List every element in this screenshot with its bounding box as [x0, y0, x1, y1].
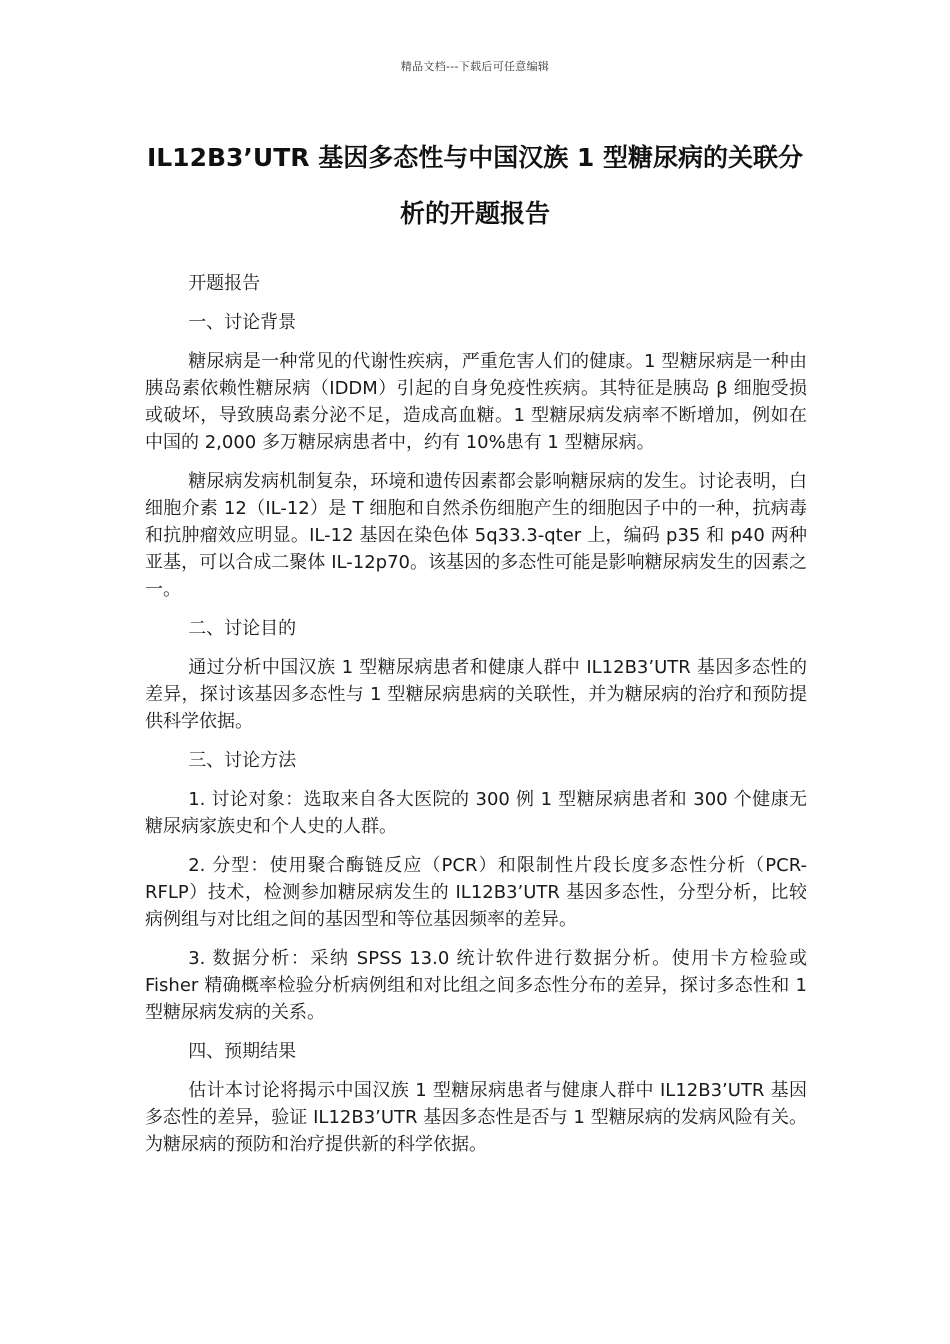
document-body — [145, 270, 807, 1170]
paragraph-background-1: 糖尿病是一种常见的代谢性疾病，严重危害人们的健康。1 型糖尿病是一种由胰岛素依赖性糖尿病（IDDM）引起的自身免疫性疾病。其特征是胰岛 β 细胞受损或破坏，导致胰岛素分泌不足，造成高血糖。1 型糖尿病发病率不断增加，例如在中国的 2,000 多万糖尿病患者中，约有 10%患有 1 型糖尿病。 — [145, 351, 807, 453]
section-heading-expected-results: 四、预期结果 — [188, 1041, 297, 1062]
paragraph-methods-genotyping: 2. 分型：使用聚合酶链反应（PCR）和限制性片段长度多态性分析（PCR-RFLP）技术，检测参加糖尿病发生的 IL12B3’UTR 基因多态性，分型分析，比较病例组与对比组之间的基因型和等位基因频率的差异。 — [145, 855, 807, 930]
paragraph-methods-subjects: 1. 讨论对象：选取来自各大医院的 300 例 1 型糖尿病患者和 300 个健康无糖尿病家族史和个人史的人群。 — [145, 789, 807, 837]
section-heading-methods: 三、讨论方法 — [188, 750, 297, 771]
page-header-note: 精品文档---下载后可任意编辑 — [400, 60, 550, 73]
section-heading-purpose: 二、讨论目的 — [188, 618, 297, 639]
paragraph-expected-results: 估计本讨论将揭示中国汉族 1 型糖尿病患者与健康人群中 IL12B3’UTR 基因多态性的差异，验证 IL12B3’UTR 基因多态性是否与 1 型糖尿病的发病风险有关。为糖尿病的预防和治疗提供新的科学依据。 — [145, 1080, 807, 1155]
document-title: IL12B3’UTR 基因多态性与中国汉族 1 型糖尿病的关联分析的开题报告 — [146, 143, 804, 228]
paragraph-methods-analysis: 3. 数据分析：采纳 SPSS 13.0 统计软件进行数据分析。使用卡方检验或 Fisher 精确概率检验分析病例组和对比组之间多态性分布的差异，探讨多态性和 1 型糖尿病发病的关系。 — [145, 948, 807, 1023]
paragraph-background-2: 糖尿病发病机制复杂，环境和遗传因素都会影响糖尿病的发生。讨论表明，白细胞介素 12（IL-12）是 T 细胞和自然杀伤细胞产生的细胞因子中的一种，抗病毒和抗肿瘤效应明显。IL-12 基因在染色体 5q33.3-qter 上，编码 p35 和 p40 两种亚基，可以合成二聚体 IL-12p70。该基因的多态性可能是影响糖尿病发生的因素之一。 — [145, 471, 807, 600]
paragraph-purpose: 通过分析中国汉族 1 型糖尿病患者和健康人群中 IL12B3’UTR 基因多态性的差异，探讨该基因多态性与 1 型糖尿病患病的关联性，并为糖尿病的治疗和预防提供科学依据。 — [145, 657, 807, 732]
section-heading-background: 一、讨论背景 — [188, 312, 297, 333]
section-label-report: 开题报告 — [188, 273, 261, 294]
